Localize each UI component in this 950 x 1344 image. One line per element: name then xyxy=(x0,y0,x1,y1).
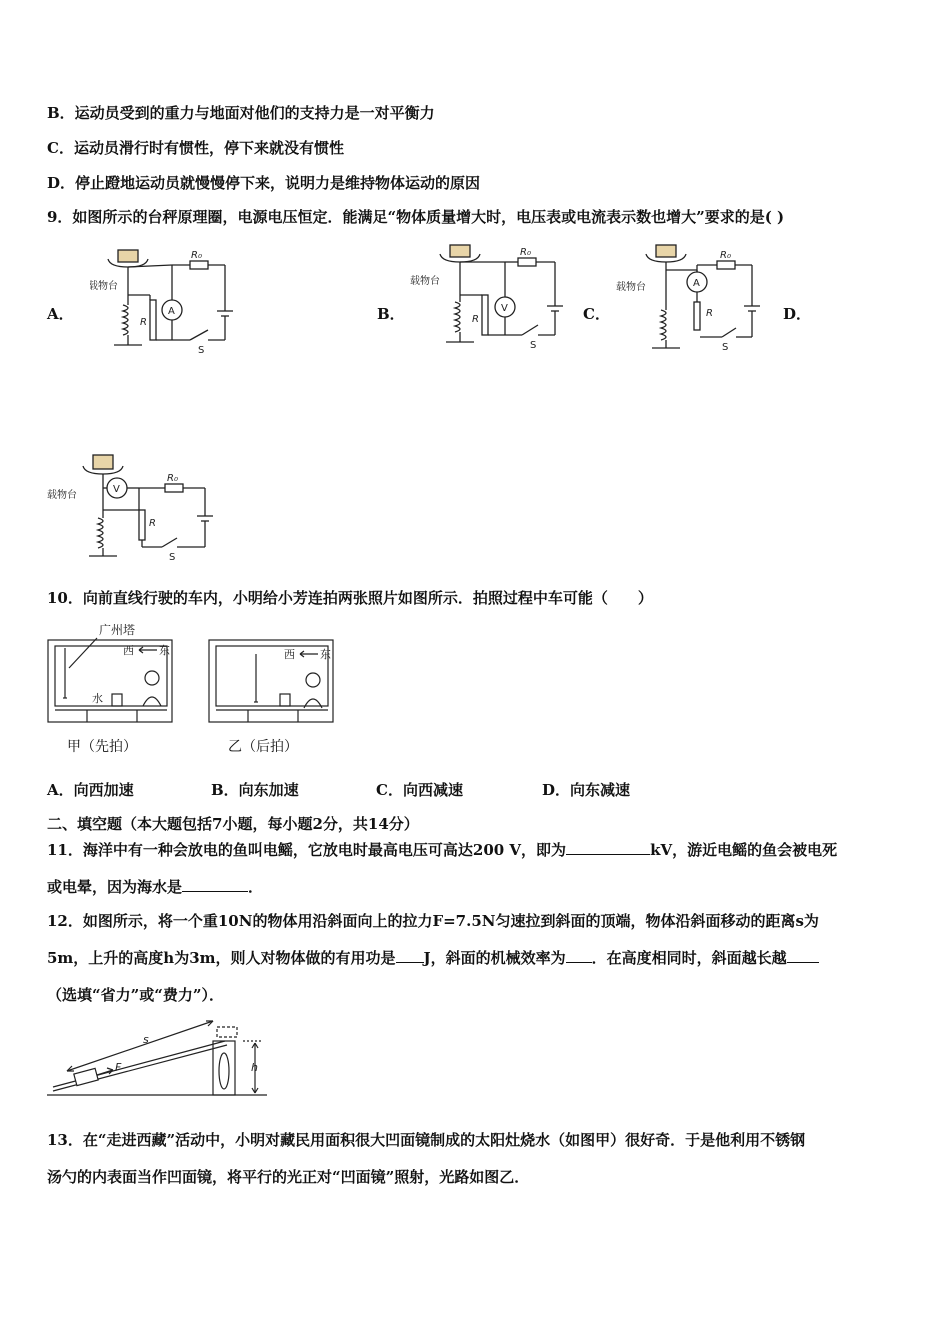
circuit-c-ammeter: A xyxy=(693,278,700,289)
circuit-b-platform: 载物台 xyxy=(410,276,440,287)
circuit-b-s: S xyxy=(530,340,537,351)
q12-text-1: 5m，上升的高度h为3m，则人对物体做的有用功是 xyxy=(47,949,396,967)
circuit-a-r: R xyxy=(140,317,147,328)
circuit-a-r0: R₀ xyxy=(191,250,202,261)
circuit-a-s: S xyxy=(198,345,205,356)
circuit-c-platform: 载物台 xyxy=(616,282,646,293)
q13-line1: 13．在“走进西藏”活动中，小明对藏民用面积很大凹面镜制成的太阳灶烧水（如图甲）很好奇．于是他利用不锈钢 xyxy=(47,1131,806,1149)
q12-text-2: J，斜面的机械效率为 xyxy=(423,949,566,967)
photo-yi-caption: 乙（后拍） xyxy=(228,739,298,755)
incline-f-label: F xyxy=(115,1061,122,1074)
photo-yi-east: 东 xyxy=(320,648,331,661)
q8-option-c: C．运动员滑行时有惯性，停下来就没有惯性 xyxy=(47,139,344,157)
incline-figure xyxy=(45,1013,275,1107)
q8-option-d: D．停止蹬地运动员就慢慢停下来，说明力是维持物体运动的原因 xyxy=(47,174,481,192)
circuit-a-platform: 载物台 xyxy=(90,281,118,292)
q11-text-3: 或电晕，因为海水是 xyxy=(47,878,183,896)
q11-text-1: 11．海洋中有一种会放电的鱼叫电鳐，它放电时最高电压可高达200 V，即为 xyxy=(47,841,567,859)
q9-option-c-label: C． xyxy=(583,305,610,323)
photo-yi-figure xyxy=(208,632,338,732)
q11-line1 xyxy=(47,839,837,860)
circuit-d-voltmeter: V xyxy=(113,484,120,495)
circuit-d-s: S xyxy=(169,552,176,563)
photo-jia-figure xyxy=(47,618,177,732)
incline-h-label: h xyxy=(251,1061,258,1074)
circuit-c-r: R xyxy=(706,308,713,319)
q9-stem: 9．如图所示的台秤原理圈，电源电压恒定．能满足“物体质量增大时，电压表或电流表示数也增大”要求的是( ) xyxy=(47,208,785,226)
circuit-c-s: S xyxy=(722,342,729,353)
q11-line2 xyxy=(47,876,263,897)
circuit-c-figure xyxy=(612,240,777,359)
photo-jia-tower-label: 广州塔 xyxy=(99,623,136,637)
q11-blank-1[interactable] xyxy=(566,840,650,855)
q11-text-4: ． xyxy=(248,878,264,896)
photo-yi-west: 西 xyxy=(284,648,295,661)
q13-line2: 汤勺的内表面当作凹面镜，将平行的光正对“凹面镜”照射，光路如图乙． xyxy=(47,1168,530,1186)
q12-text-3: ．在高度相同时，斜面越长越 xyxy=(591,949,787,967)
q12-blank-2[interactable] xyxy=(566,948,592,963)
q9-option-b-label: B． xyxy=(377,305,405,323)
q10-choice-b: B．向东加速 xyxy=(211,781,299,799)
circuit-b-r: R xyxy=(472,314,479,325)
circuit-c-r0: R₀ xyxy=(720,250,731,261)
q10-choice-a: A．向西加速 xyxy=(47,781,134,799)
q12-blank-3[interactable] xyxy=(787,948,819,963)
q12-line1: 12．如图所示，将一个重10N的物体用沿斜面向上的拉力F=7.5N匀速拉到斜面的顶端，物体沿斜面移动的距离s为 xyxy=(47,912,819,930)
q10-choice-d: D．向东减速 xyxy=(542,781,631,799)
q12-blank-1[interactable] xyxy=(396,948,424,963)
q9-option-a-label: A． xyxy=(47,305,74,323)
circuit-d-r: R xyxy=(149,518,156,529)
circuit-b-figure xyxy=(410,240,575,359)
q11-blank-2[interactable] xyxy=(182,877,248,892)
circuit-d-r0: R₀ xyxy=(167,473,178,484)
photo-jia-water: 水 xyxy=(92,692,103,705)
q9-option-d-label: D． xyxy=(783,305,812,323)
q12-line2 xyxy=(47,947,819,968)
q10-stem: 10．向前直线行驶的车内，小明给小芳连拍两张照片如图所示．拍照过程中车可能（ ） xyxy=(47,589,653,607)
q12-line3: （选填“省力”或“费力”）． xyxy=(47,986,225,1004)
photo-jia-caption: 甲（先拍） xyxy=(67,739,137,755)
circuit-a-figure xyxy=(90,245,250,364)
circuit-b-voltmeter: V xyxy=(501,303,508,314)
q11-text-2: kV，游近电鳐的鱼会被电死 xyxy=(650,841,838,859)
q8-option-b: B．运动员受到的重力与地面对他们的支持力是一对平衡力 xyxy=(47,104,435,122)
circuit-d-figure xyxy=(47,450,217,569)
circuit-b-r0: R₀ xyxy=(520,247,531,258)
photo-jia-west: 西 xyxy=(123,644,134,657)
section-2-heading: 二、填空题（本大题包括7小题，每小题2分，共14分） xyxy=(47,815,419,833)
incline-s-label: s xyxy=(143,1033,149,1046)
circuit-d-platform: 载物台 xyxy=(47,490,77,501)
photo-jia-east: 东 xyxy=(159,644,170,657)
q10-choice-c: C．向西减速 xyxy=(376,781,463,799)
circuit-a-ammeter: A xyxy=(168,306,175,317)
